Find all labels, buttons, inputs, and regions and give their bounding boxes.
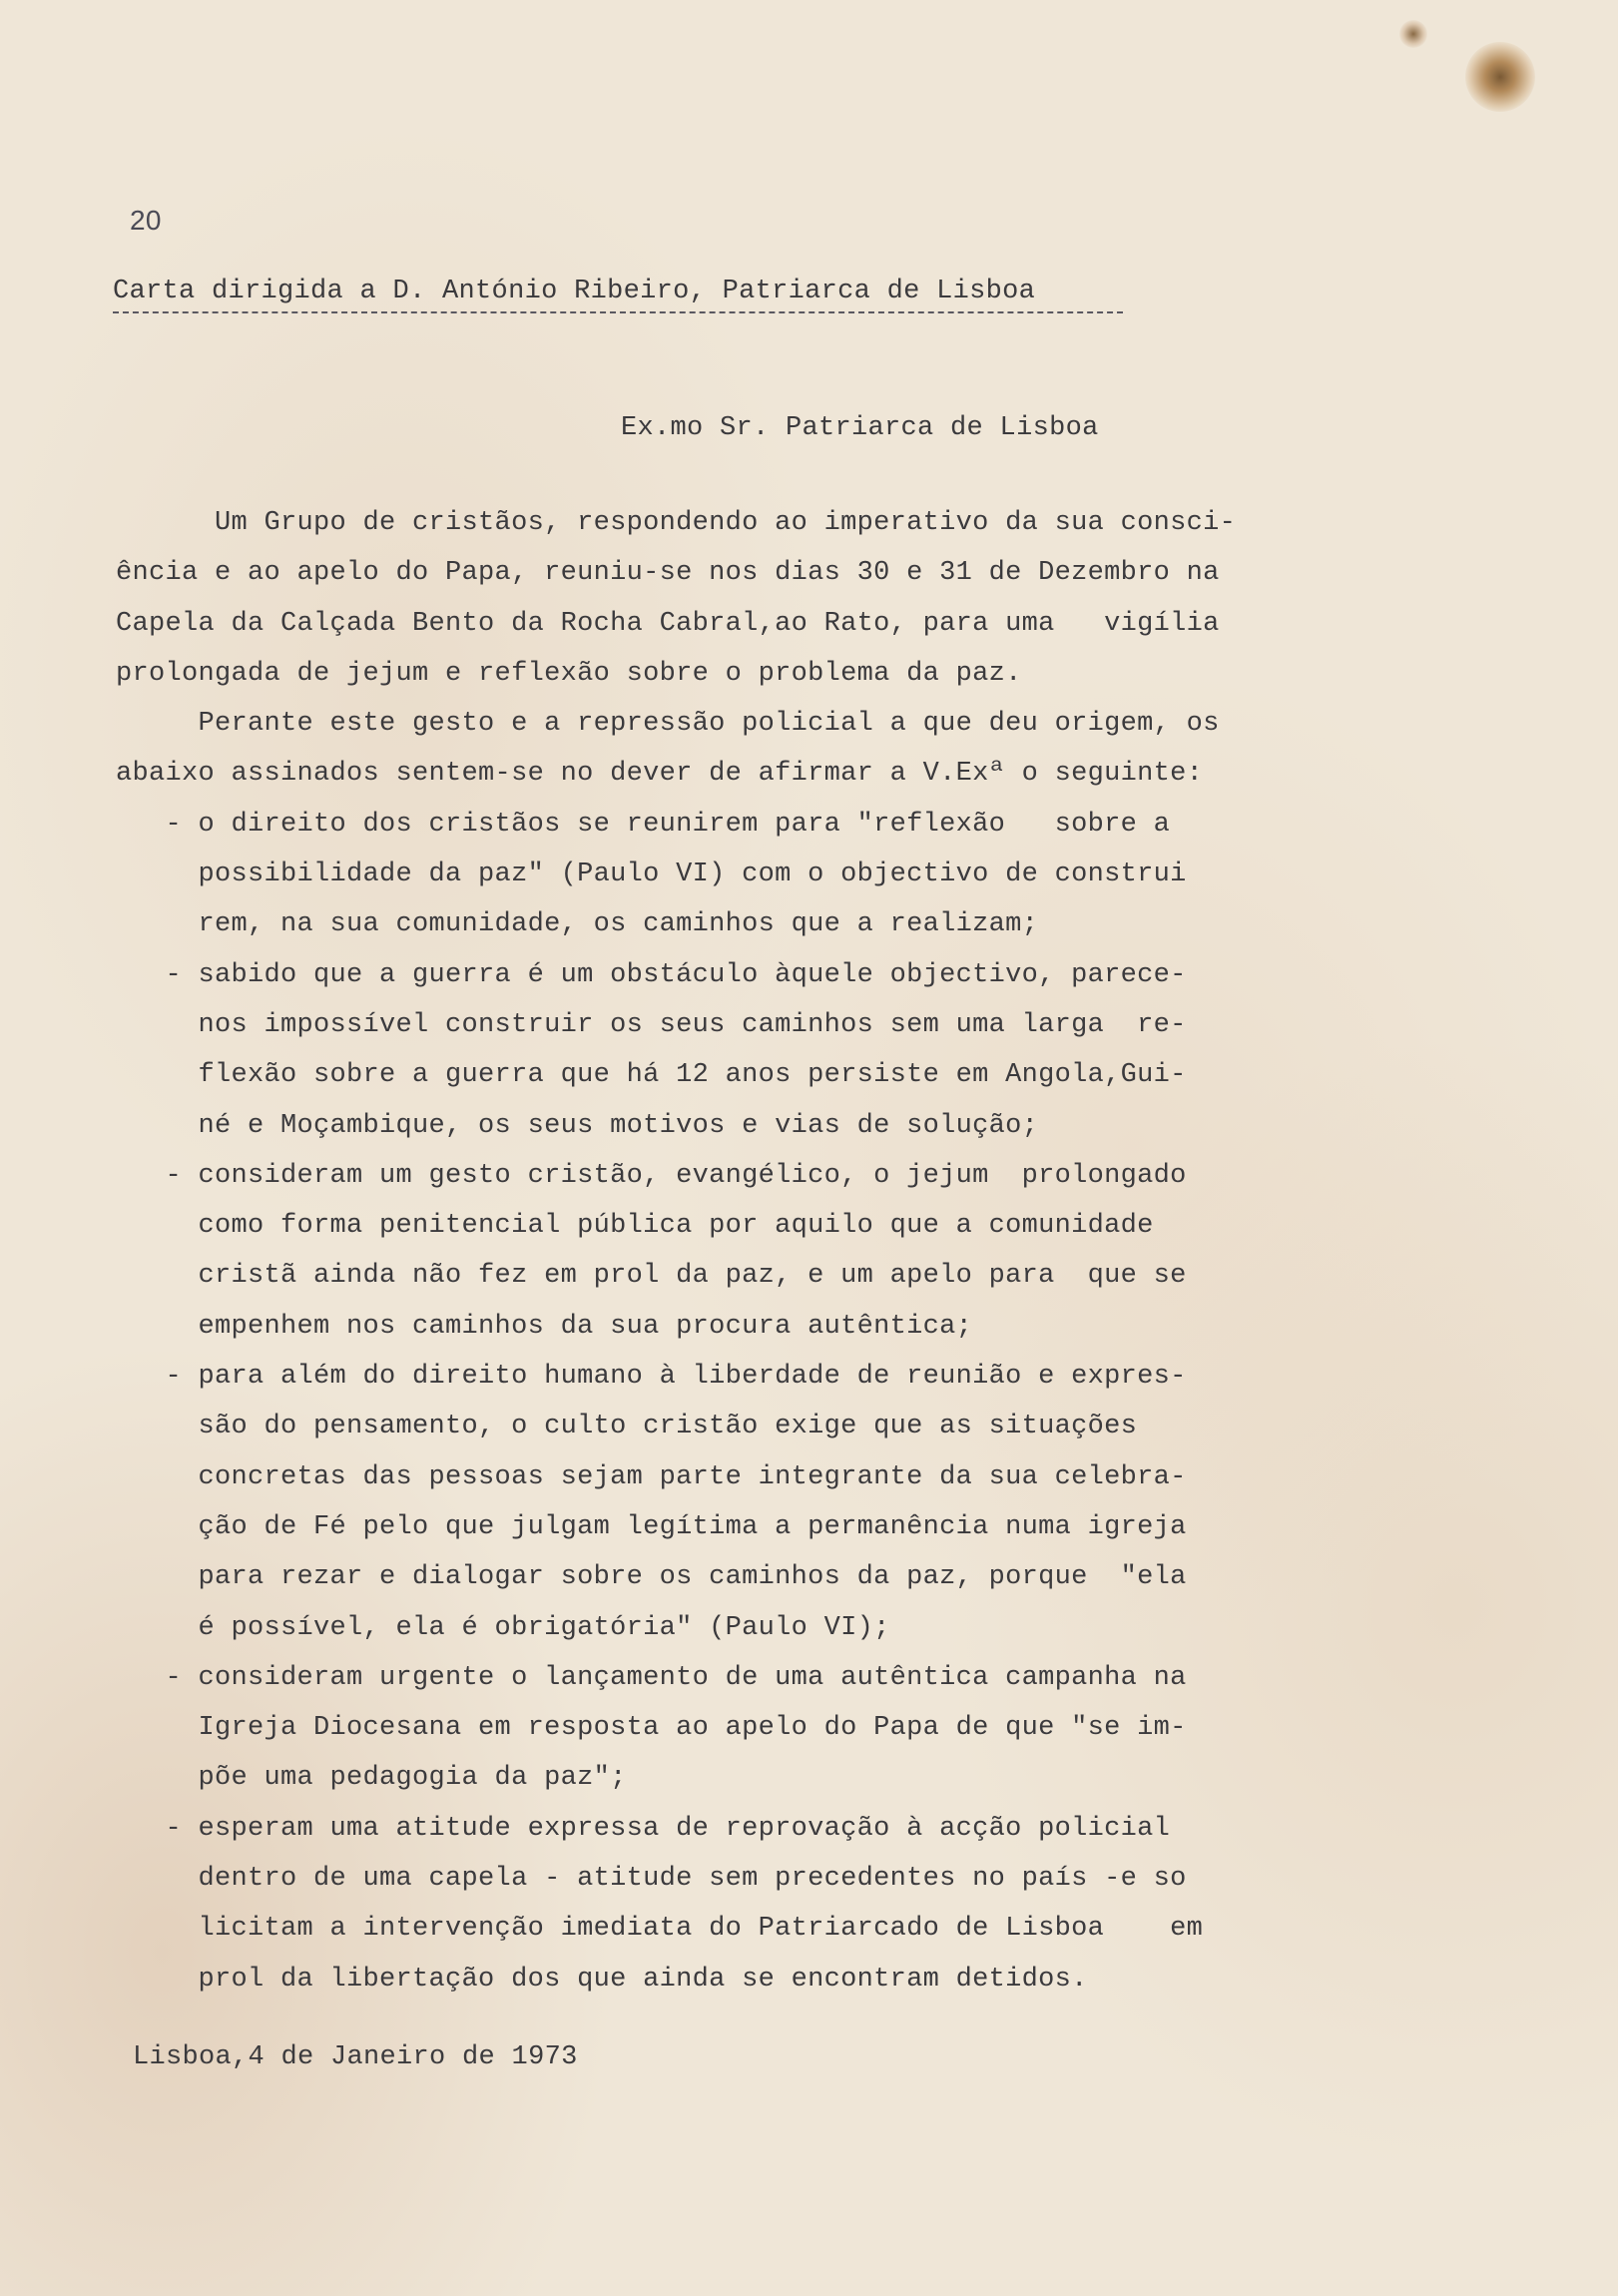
body-line: empenhem nos caminhos da sua procura autêntica;	[116, 1311, 973, 1342]
paper-stain	[1399, 20, 1427, 48]
body-line: Um Grupo de cristãos, respondendo ao imperativo da sua consci-	[116, 508, 1237, 538]
body-line: prol da libertação dos que ainda se encontram detidos.	[116, 1964, 1088, 1995]
body-line: - consideram um gesto cristão, evangélico, o jejum prolongado	[116, 1160, 1187, 1191]
body-line: possibilidade da paz" (Paulo VI) com o objectivo de construi	[116, 860, 1187, 890]
body-line: são do pensamento, o culto cristão exige que as situações	[116, 1412, 1138, 1442]
body-line: né e Moçambique, os seus motivos e vias de solução;	[116, 1110, 1039, 1141]
heading-underline	[113, 311, 1123, 313]
body-line: é possível, ela é obrigatória" (Paulo VI);	[116, 1612, 890, 1643]
body-line: ção de Fé pelo que julgam legítima a permanência numa igreja	[116, 1511, 1187, 1542]
body-line: - esperam uma atitude expressa de reprovação à acção policial	[116, 1813, 1171, 1844]
body-line: nos impossível construir os seus caminhos sem uma larga re-	[116, 1009, 1187, 1040]
body-line: cristã ainda não fez em prol da paz, e um apelo para que se	[116, 1261, 1187, 1292]
salutation: Ex.mo Sr. Patriarca de Lisboa	[621, 413, 1099, 443]
body-line: põe uma pedagogia da paz";	[116, 1763, 627, 1794]
body-line: flexão sobre a guerra que há 12 anos persiste em Angola,Gui-	[116, 1060, 1187, 1091]
body-line: dentro de uma capela - atitude sem precedentes no país -e so	[116, 1864, 1187, 1895]
body-line: Igreja Diocesana em resposta ao apelo do Papa de que "se im-	[116, 1713, 1187, 1744]
body-line: concretas das pessoas sejam parte integrante da sua celebra-	[116, 1461, 1187, 1492]
body-line: - para além do direito humano à liberdade de reunião e expres-	[116, 1362, 1187, 1393]
letter-body	[116, 498, 1236, 2005]
body-line: licitam a intervenção imediata do Patriarcado de Lisboa em	[116, 1914, 1204, 1945]
body-line: abaixo assinados sentem-se no dever de afirmar a V.Exª o seguinte:	[116, 759, 1204, 790]
body-line: Capela da Calçada Bento da Rocha Cabral,ao Rato, para uma vigília	[116, 608, 1220, 639]
letter-heading: Carta dirigida a D. António Ribeiro, Patriarca de Lisboa	[113, 277, 1036, 306]
paper-stain	[1465, 42, 1535, 112]
body-line: - consideram urgente o lançamento de uma autêntica campanha na	[116, 1662, 1187, 1693]
page-number: 20	[130, 205, 162, 236]
body-line: Perante este gesto e a repressão policial a que deu origem, os	[116, 709, 1220, 740]
body-line: como forma penitencial pública por aquilo que a comunidade	[116, 1211, 1154, 1242]
body-line: ência e ao apelo do Papa, reuniu-se nos dias 30 e 31 de Dezembro na	[116, 558, 1220, 589]
place-and-date: Lisboa,4 de Janeiro de 1973	[133, 2042, 578, 2072]
body-line: rem, na sua comunidade, os caminhos que a realizam;	[116, 909, 1039, 940]
body-line: - sabido que a guerra é um obstáculo àquele objectivo, parece-	[116, 959, 1187, 990]
body-line: prolongada de jejum e reflexão sobre o problema da paz.	[116, 658, 1022, 689]
body-line: - o direito dos cristãos se reunirem para "reflexão sobre a	[116, 809, 1171, 840]
body-line: para rezar e dialogar sobre os caminhos da paz, porque "ela	[116, 1562, 1187, 1593]
